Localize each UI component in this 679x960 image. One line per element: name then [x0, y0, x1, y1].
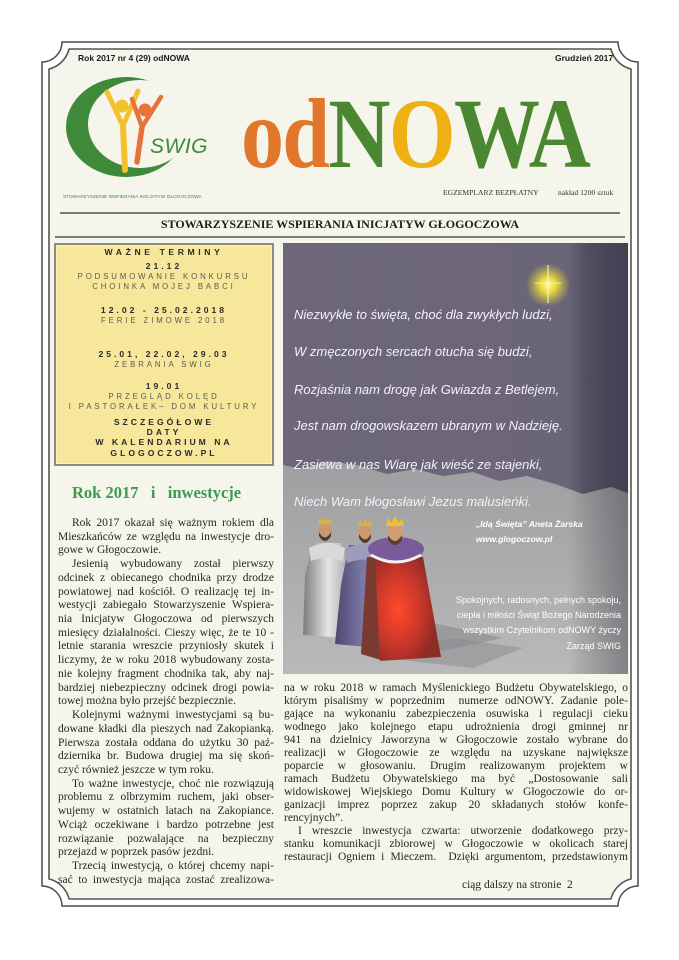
article-line: 941 na dzielnicy Jaworzyna w Głogoczowie zostało wybrane do [284, 734, 628, 746]
article-line: gające na wykonaniu zabezpieczenia osuwiska i regulacji cieku [284, 708, 628, 720]
logo-tagline: STOWARZYSZENIE WSPIERANIA INICJATYW GŁOGOCZOWA [63, 195, 202, 200]
events-heading: WAŻNE TERMINY [104, 247, 224, 257]
title-part-n: N [328, 78, 389, 189]
free-copy-label: EGZEMPLARZ BEZPŁATNY [443, 188, 539, 197]
article-line: towej można było przejść bezpiecznie. [58, 695, 236, 708]
title-part-wa: WA [453, 78, 590, 189]
article-line: Kolejnymi ważnymi inwestycjami są bu- [72, 709, 274, 722]
christmas-illustration [283, 243, 628, 674]
article-line: rozwiązanie pozwalające na bezpieczny [58, 832, 274, 845]
article-line: liczymy, że w roku 2018 wybudowany zosta- [58, 654, 274, 667]
event-description: CHOINKA MOJEJ BABCI [92, 282, 236, 291]
event-date: 21.12 [145, 261, 183, 271]
article-line: ganizacji imprez poprzez zakup 20 składanych stołów konfe- [284, 799, 628, 811]
article-line: dziernika br. Budowa drugiej ma się skoń- [58, 750, 274, 763]
article-line: czyć również jeszcze w tym roku. [58, 763, 214, 776]
masthead-title [241, 78, 590, 189]
article-line: I wreszcie inwestycja czwarta: utworzenie dodatkowego przy- [298, 825, 628, 837]
article-line: Trzecią inwestycją, o której chcemy napi- [72, 859, 274, 872]
article-line: problemu z olbrzymim ruchem, jaki obser- [58, 791, 274, 804]
article-title: Rok 2017 i inwestycje [72, 483, 242, 502]
events-footer-link[interactable]: GLOGOCZOW.PL [110, 448, 218, 458]
issue-date: Grudzień 2017 [555, 53, 614, 63]
poem-line: Niech Wam błogosławi Jezus malusieńki. [294, 494, 532, 509]
greeting-line: wszystkim Czytelnikom odNOWY życzy [463, 625, 621, 635]
article-line: westycji zabiegało Stowarzyszenie Wspiera- [58, 599, 274, 612]
event-description: FERIE ZIMOWE 2018 [101, 316, 227, 325]
event-date: 19.01 [145, 381, 183, 391]
article-line: powiatowej nad kościół. O realizację tej in- [58, 585, 274, 598]
article-line: ramach Budżetu Obywatelskiego ma być „Dostosowanie sali [284, 773, 628, 785]
article-line: miesięcy działalności. Cieszy więc, że te 10 - [58, 626, 274, 639]
poem-line: Jest nam drogowskazem ubranym w Nadzieję. [294, 418, 563, 433]
event-date: 25.01, 22.02, 29.03 [98, 349, 230, 359]
article-column-left [58, 517, 274, 887]
article-line: rencyjnych”. [284, 812, 344, 824]
logo-name: SWIG [150, 135, 208, 158]
issue-number: Rok 2017 nr 4 (29) odNOWA [78, 53, 190, 63]
poem-line: W zmęczonych sercach otucha się budzi, [294, 344, 533, 359]
article-line: bardziej niebezpieczny odcinek drogi powia- [58, 681, 274, 694]
swig-logo [66, 77, 186, 177]
article-line: stanku komunikacji zbiorowej w Głogoczowie w okolicach starej [284, 838, 628, 850]
greeting-signature: Zarząd SWIG [566, 641, 621, 651]
poem-line: Zasiewa w nas Wiarę jak wieść ze stajenki, [294, 457, 543, 472]
article-line: letnie starania wreszcie przyniosły skutek i [58, 640, 274, 653]
organization-title: STOWARZYSZENIE WSPIERANIA INICJATYW GŁOGOCZOWA [160, 217, 520, 231]
article-line: realizacji w Głogoczowie ze względu na uzyskane największe [284, 747, 628, 759]
event-date: 12.02 - 25.02.2018 [100, 305, 228, 315]
article-line: Pierwsza została oddana do użytku 30 paź- [58, 736, 274, 749]
title-part-o: O [388, 78, 454, 189]
article-line: nie kolejny fragment chodnika tak, aby naj- [58, 667, 274, 680]
events-footer: DATY [146, 427, 182, 437]
continued-on-page: ciąg dalszy na stronie 2 [462, 879, 573, 891]
article-line: restauracji Ogniem i Mieczem. Dzięki argumentom, przedstawionym [284, 851, 628, 863]
article-line: poparcie w głosowaniu. Drugim realizowanym projektem w [284, 760, 628, 772]
article-line: na w roku 2018 w ramach Myślenickiego Budżetu Obywatelskiego, o [284, 682, 628, 694]
article-line: To ważne inwestycje, choć nie rozwiązują [72, 777, 274, 790]
event-description: I PASTORAŁEK– DOM KULTURY [68, 402, 260, 411]
important-dates-box [54, 243, 274, 466]
article-line: nia Inicjatyw Głogoczowa od pierwszych [58, 613, 274, 626]
article-line: Mieszkańców ze względu na inwestycje dro- [58, 530, 274, 543]
greeting-line: Spokojnych, radosnych, pełnych spokoju, [455, 595, 621, 605]
credit-url[interactable]: www.glogoczow.pl [476, 534, 553, 544]
article-column-right [284, 682, 628, 864]
article-line: gowe w Głogoczowie. [58, 544, 162, 557]
article-line: wodnego jako kolejnego etapu udrożnienia drogi gminnej nr [284, 721, 628, 733]
article-line: Wciąż oczekiwane i bardzo potrzebne jest [58, 818, 274, 831]
greeting-line: ciepła i miłości Świąt Bożego Narodzenia [456, 610, 621, 620]
article-line: Jesienią wybudowany został pierwszy [72, 558, 274, 571]
events-footer: SZCZEGÓŁOWE [113, 417, 215, 427]
event-description: PRZEGLĄD KOLĘD [108, 392, 220, 401]
article-line: wujemy w ostatnich latach na Zakopiance. [58, 805, 274, 818]
article-line: Rok 2017 okazał się ważnym rokiem dla [72, 517, 274, 529]
events-footer: W KALENDARIUM NA [95, 437, 233, 447]
circulation-label: nakład 1200 sztuk [558, 188, 614, 197]
article-line: dowane kładki dla pieszych nad Zakopianką. [58, 722, 274, 735]
article-line: którym pisaliśmy w poprzednim numerze odNOWY. Zadanie pole- [284, 695, 628, 707]
poem-line: Niezwykłe to święta, choć dla zwykłych ludzi, [294, 307, 553, 322]
article-line: sać to inwestycja mająca zostać zrealizowa- [58, 873, 274, 886]
event-description: ZEBRANIA SWIG [114, 360, 214, 369]
event-description: PODSUMOWANIE KONKURSU [77, 272, 251, 281]
star-of-bethlehem-icon [526, 263, 570, 307]
article-line: przejazd w poprzek pasów jezdni. [58, 846, 215, 859]
article-line: odcinek z obiecanego chodnika przy drodze [58, 571, 274, 584]
article-line: widowiskowej Wiejskiego Domu Kultury w Głogoczowie do or- [284, 786, 628, 798]
poem-credit: „Idą Święta” Aneta Żarska [476, 519, 583, 529]
title-part-od: od [241, 78, 329, 189]
poem-line: Rozjaśnia nam drogę jak Gwiazda z Betlejem, [294, 382, 560, 397]
